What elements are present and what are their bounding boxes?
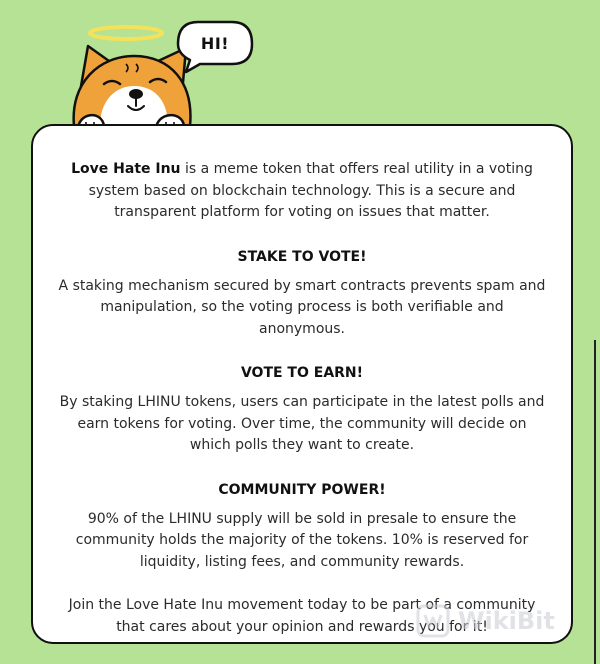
speech-bubble-text: HI! — [200, 33, 230, 53]
section-heading-community: COMMUNITY POWER! — [218, 481, 386, 498]
section-body-community: 90% of the LHINU supply will be sold in presale to ensure the community holds the majority of the tokens. 10% is reserved for liquidity, listing fees, and community rewards. — [75, 510, 529, 570]
adjacent-card-edge — [594, 340, 596, 664]
section-heading-vote: VOTE TO EARN! — [240, 365, 364, 381]
watermark-text: WikiBit — [458, 607, 555, 635]
watermark-logo-icon — [416, 604, 450, 638]
intro-text: is a meme token that offers real utility in a voting system based on blockchain technology. This is a secure and transparent platform for voting on issues that matter. — [88, 161, 533, 220]
outro-paragraph: Join the Love Hate Inu movement today to be part of a community that cares about your opinion and rewards you for it! — [68, 597, 536, 635]
intro-paragraph — [57, 159, 547, 224]
section-body-vote: By staking LHINU tokens, users can participate in the latest polls and earn tokens for voting. Over time, the community will decide on which polls they want to create. — [59, 394, 545, 453]
halo-icon — [90, 27, 162, 39]
section-heading-stake: STAKE TO VOTE! — [237, 248, 367, 265]
info-card — [31, 124, 573, 644]
brand-name: Love Hate Inu — [71, 161, 181, 177]
section-body-stake: A staking mechanism secured by smart contracts prevents spam and manipulation, so the voting process is both verifiable and anonymous. — [58, 277, 546, 337]
watermark — [416, 604, 555, 638]
